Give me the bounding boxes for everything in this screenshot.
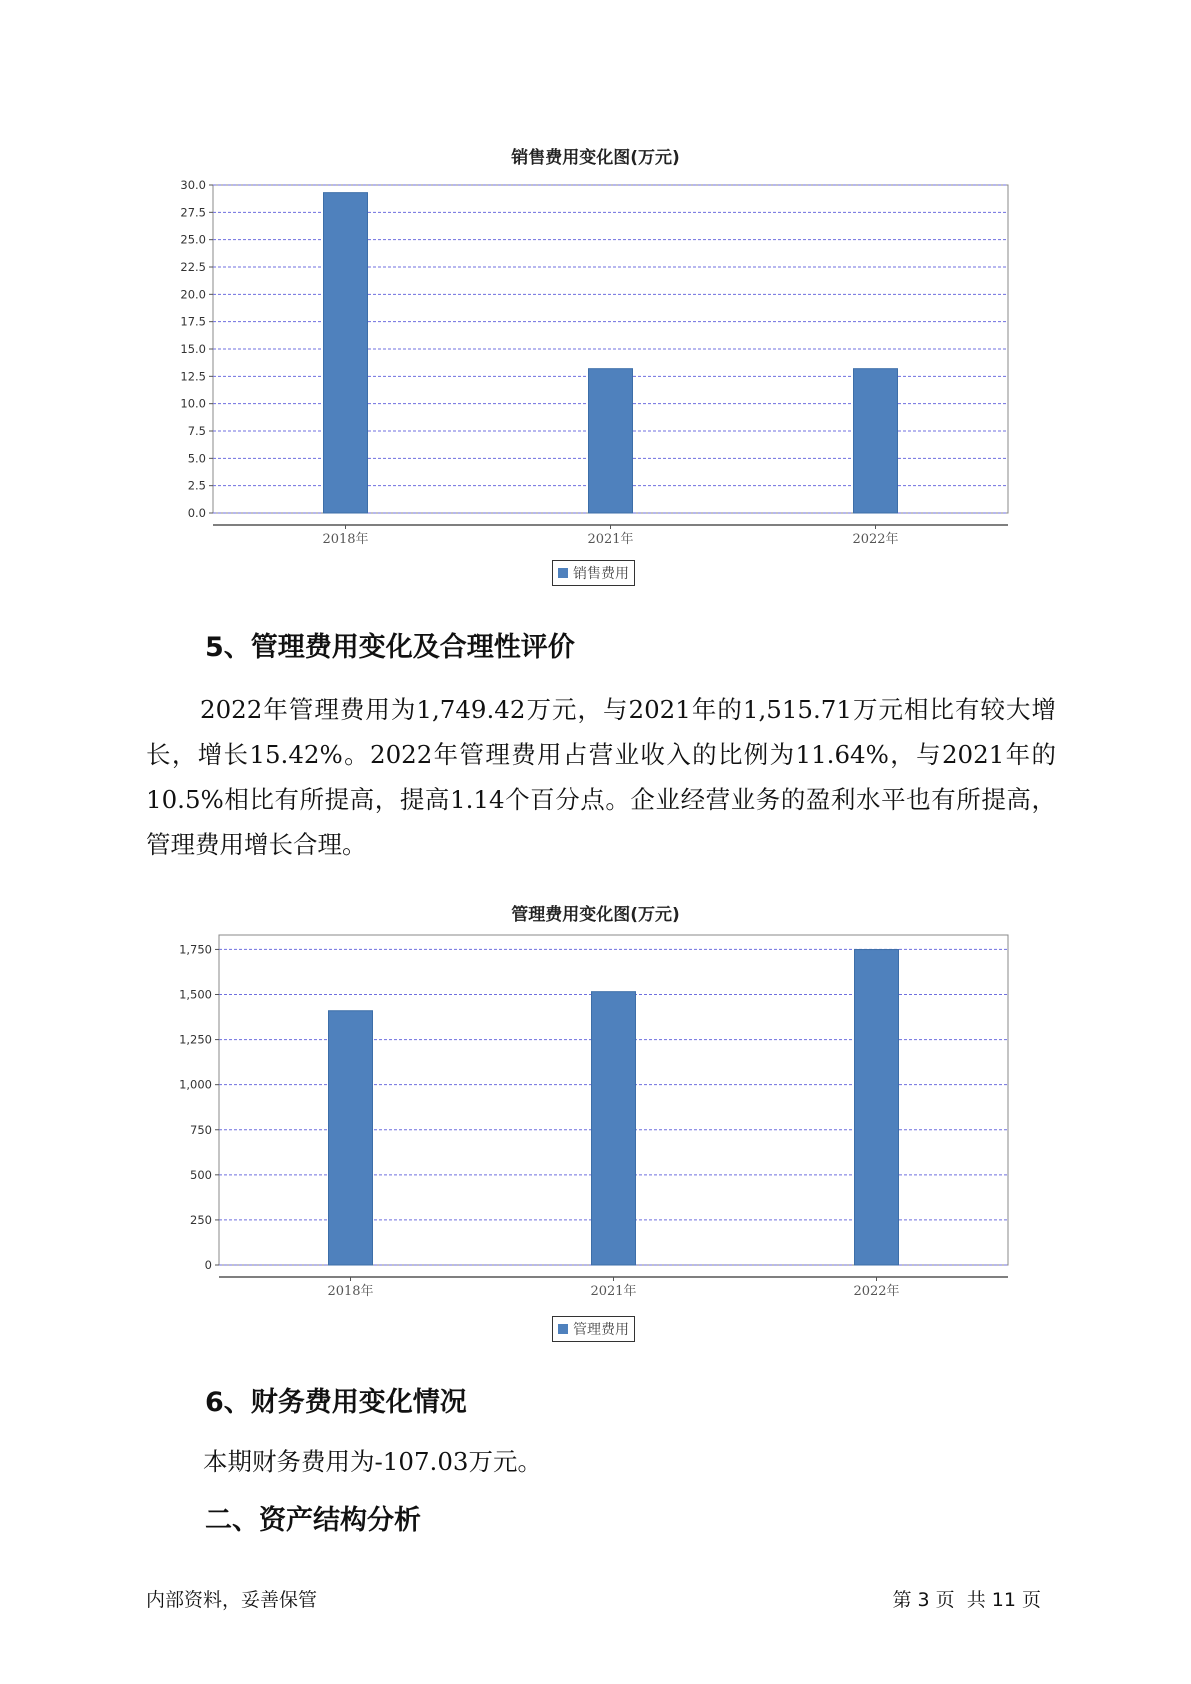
section-6-heading: 6、财务费用变化情况 xyxy=(205,1387,467,1418)
y-tick-label: 25.0 xyxy=(180,232,206,247)
section-5-paragraph: 2022年管理费用为1,749.42万元，与2021年的1,515.71万元相比有较大增长，增长15.42%。2022年管理费用占营业收入的比例为11.64%，与2021年的10.5%相比有所提高，提高1.14个百分点。企业经营业务的盈利水平也有所提高，管理费用增长合理。 xyxy=(146,695,1056,859)
y-tick-label: 22.5 xyxy=(180,260,206,274)
x-tick-label: 2022年 xyxy=(852,532,899,547)
y-tick-label: 1,250 xyxy=(179,1032,212,1047)
y-tick-label: 750 xyxy=(190,1122,212,1137)
y-tick-label: 2.5 xyxy=(187,478,206,493)
y-tick-label: 27.5 xyxy=(180,205,206,220)
bar-2018年 xyxy=(329,1011,373,1265)
legend-label: 管理费用 xyxy=(573,1322,629,1338)
x-tick-label: 2021年 xyxy=(590,1284,637,1299)
y-tick-label: 1,000 xyxy=(179,1077,212,1092)
footer-confidential: 内部资料，妥善保管 xyxy=(146,1589,318,1611)
chart-title: 销售费用变化图(万元) xyxy=(511,148,680,168)
y-tick-label: 30.0 xyxy=(180,178,206,192)
bar-2022年 xyxy=(855,950,899,1265)
y-tick-label: 5.0 xyxy=(187,451,206,466)
x-tick-label: 2018年 xyxy=(322,532,369,547)
y-tick-label: 10.0 xyxy=(180,396,206,411)
section-5-heading: 5、管理费用变化及合理性评价 xyxy=(205,632,575,663)
chart-title: 管理费用变化图(万元) xyxy=(511,905,680,925)
y-tick-label: 20.0 xyxy=(180,287,206,302)
y-tick-label: 12.5 xyxy=(180,369,206,384)
y-tick-label: 17.5 xyxy=(180,314,206,329)
x-tick-label: 2018年 xyxy=(327,1284,374,1299)
y-tick-label: 500 xyxy=(190,1167,212,1182)
legend-swatch xyxy=(558,1324,568,1334)
y-tick-label: 0 xyxy=(204,1258,212,1272)
chart-legend xyxy=(552,1316,635,1342)
section-6-paragraph: 本期财务费用为-107.03万元。 xyxy=(203,1447,543,1476)
y-tick-label: 1,750 xyxy=(179,942,212,957)
y-tick-label: 1,500 xyxy=(179,987,212,1002)
y-tick-label: 0.0 xyxy=(187,506,206,520)
y-tick-label: 15.0 xyxy=(180,342,206,356)
x-tick-label: 2021年 xyxy=(587,532,634,547)
y-tick-label: 250 xyxy=(190,1212,212,1227)
part-2-heading: 二、资产结构分析 xyxy=(205,1505,421,1536)
bar-2021年 xyxy=(592,992,636,1265)
x-tick-label: 2022年 xyxy=(853,1284,900,1299)
footer-page-number: 第 3 页 共 11 页 xyxy=(892,1589,1041,1611)
legend-label: 销售费用 xyxy=(573,566,629,582)
y-tick-label: 7.5 xyxy=(187,424,206,438)
